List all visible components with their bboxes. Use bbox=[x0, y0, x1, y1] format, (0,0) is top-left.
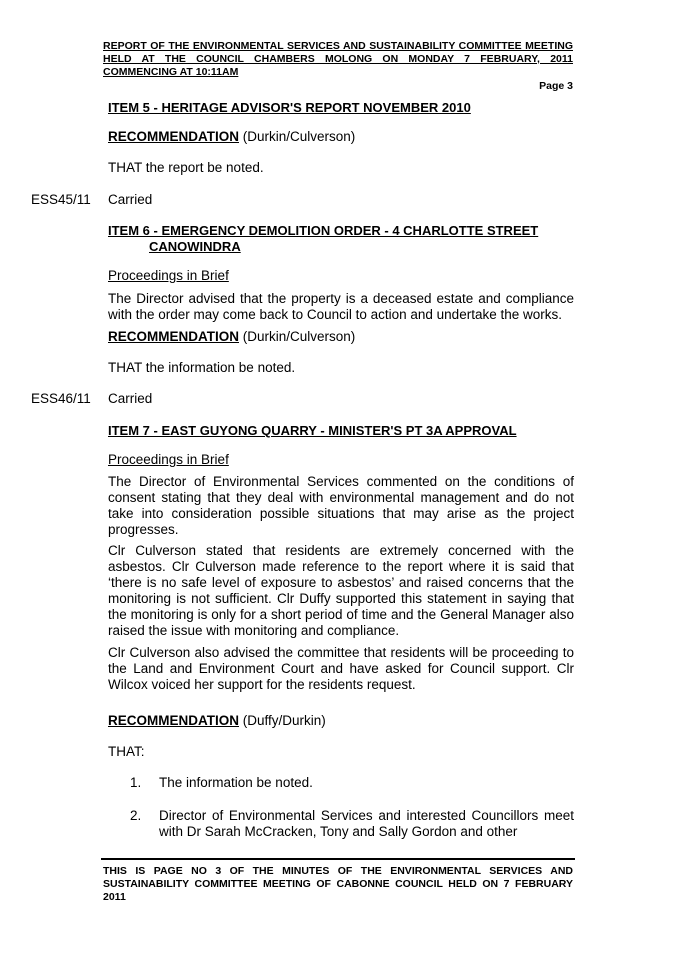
item-6-resolution: THAT the information be noted. bbox=[108, 360, 296, 375]
item-6-heading-line1: ITEM 6 - EMERGENCY DEMOLITION ORDER - 4 CHARLOTTE STREET bbox=[108, 223, 539, 238]
item-7-paragraph-1: The Director of Environmental Services commented on the conditions of consent stating that they deal with environmental management and do not take into consideration possible situations that may arise as the project progresses. bbox=[108, 474, 574, 537]
item-6-status: Carried bbox=[108, 391, 153, 406]
item-7-that: THAT: bbox=[108, 744, 145, 759]
list-number-2: 2. bbox=[130, 808, 142, 823]
item-5-status: Carried bbox=[108, 192, 153, 207]
item-5-recommendation bbox=[108, 129, 574, 145]
item-7-recommendation bbox=[108, 713, 574, 729]
page-number: Page 3 bbox=[539, 80, 573, 92]
page-footer: THIS IS PAGE NO 3 OF THE MINUTES OF THE ENVIRONMENTAL SERVICES AND SUSTAINABILITY COMMITTEE MEETING OF CABONNE COUNCIL HELD ON 7 FEBRUARY 2011 bbox=[103, 865, 573, 903]
list-number-1: 1. bbox=[130, 775, 142, 790]
item-6-heading-line2: CANOWINDRA bbox=[149, 239, 241, 254]
item-7-proceedings-label: Proceedings in Brief bbox=[108, 452, 229, 467]
footer-rule bbox=[101, 858, 575, 860]
item-7-paragraph-3: Clr Culverson also advised the committee that residents will be proceeding to the Land and Environment Court and have asked for Council support. Clr Wilcox voiced her support for the residents request. bbox=[108, 645, 574, 692]
list-item-2: Director of Environmental Services and interested Councillors meet with Dr Sarah McCracken, Tony and Sally Gordon and other bbox=[159, 808, 574, 839]
recommendation-movers: (Durkin/Culverson) bbox=[242, 329, 356, 344]
recommendation-movers: (Durkin/Culverson) bbox=[242, 129, 356, 144]
item-6-proceedings-label: Proceedings in Brief bbox=[108, 268, 229, 283]
item-7-paragraph-2: Clr Culverson stated that residents are extremely concerned with the asbestos. Clr Culverson made reference to the report where it is said that ‘there is no safe level of exposure to asbestos’ and raised concerns that the monitoring is not sufficient. Clr Duffy supported this statement in saying that the monitoring is only for a short period of time and the General Manager also raised the issue with monitoring and compliance. bbox=[108, 543, 574, 638]
recommendation-movers: (Duffy/Durkin) bbox=[242, 713, 326, 728]
item-6-proceedings-text: The Director advised that the property is a deceased estate and compliance with the order may come back to Council to action and undertake the works. bbox=[108, 291, 574, 322]
item-6-heading bbox=[108, 223, 574, 255]
recommendation-label: RECOMMENDATION bbox=[108, 129, 239, 144]
item-7-heading: ITEM 7 - EAST GUYONG QUARRY - MINISTER'S PT 3A APPROVAL bbox=[108, 423, 517, 438]
report-header: REPORT OF THE ENVIRONMENTAL SERVICES AND SUSTAINABILITY COMMITTEE MEETING HELD AT THE COUNCIL CHAMBERS MOLONG ON MONDAY 7 FEBRUARY, 2011 COMMENCING AT 10:11AM bbox=[103, 40, 573, 78]
item-5-resolution: THAT the report be noted. bbox=[108, 160, 264, 175]
resolution-number-ess46: ESS46/11 bbox=[31, 391, 91, 406]
list-item-1: The information be noted. bbox=[159, 775, 313, 790]
recommendation-label: RECOMMENDATION bbox=[108, 329, 239, 344]
item-6-recommendation bbox=[108, 329, 574, 345]
item-5-heading: ITEM 5 - HERITAGE ADVISOR'S REPORT NOVEMBER 2010 bbox=[108, 100, 471, 115]
recommendation-label: RECOMMENDATION bbox=[108, 713, 239, 728]
resolution-number-ess45: ESS45/11 bbox=[31, 192, 91, 207]
